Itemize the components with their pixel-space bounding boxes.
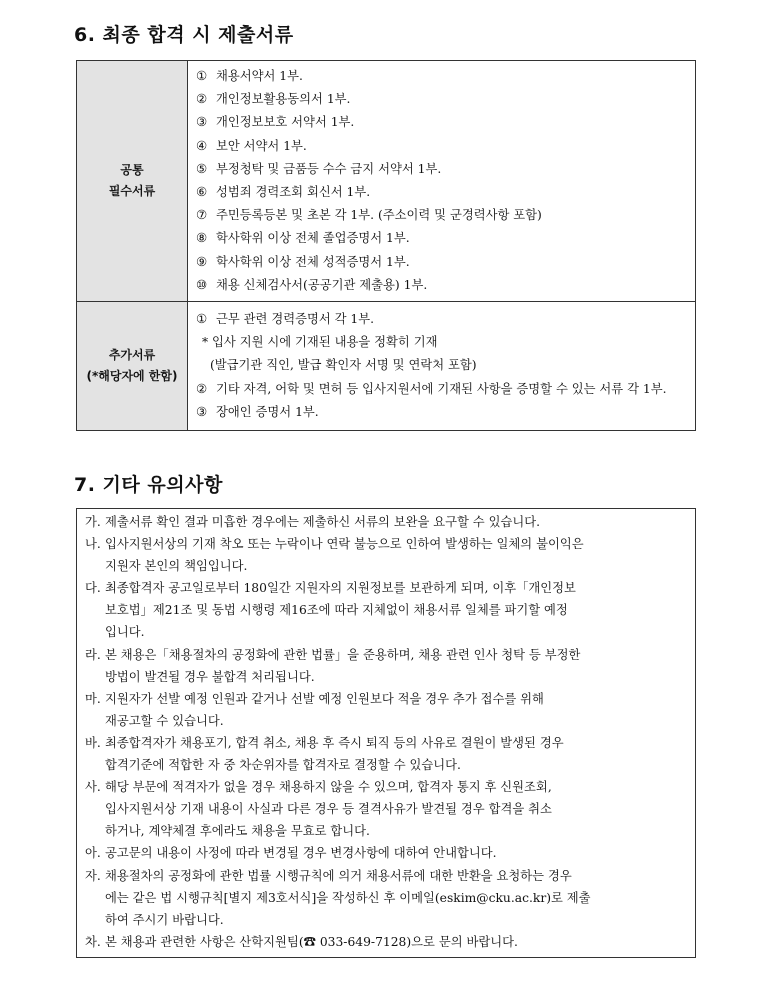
list-item: ② 기타 자격, 어학 및 면허 등 입사지원서에 기재된 사항을 증명할 수 있는 서류 각 1부.	[196, 381, 667, 396]
section-6-title: 6. 최종 합격 시 제출서류	[74, 24, 294, 46]
note-item: 마. 지원자가 선발 예정 인원과 같거나 선발 예정 인원보다 적을 경우 추가 접수를 위해	[85, 691, 544, 706]
note-item-continued: 지원자 본인의 책임입니다.	[105, 559, 248, 574]
list-item: ⑩ 채용 신체검사서(공공기관 제출용) 1부.	[196, 277, 428, 292]
list-item: ④ 보안 서약서 1부.	[196, 138, 307, 153]
section-7-title: 7. 기타 유의사항	[74, 474, 223, 496]
table-row-common	[77, 61, 696, 302]
note-item-continued: 하여 주시기 바랍니다.	[105, 912, 224, 927]
category-common-label-1: 공통	[120, 163, 144, 178]
category-extra	[77, 302, 188, 431]
list-item: ② 개인정보활용동의서 1부.	[196, 92, 351, 107]
list-item: ① 채용서약서 1부.	[196, 69, 303, 83]
table-row-extra	[77, 302, 696, 431]
list-item: ⑨ 학사학위 이상 전체 성적증명서 1부.	[196, 254, 410, 269]
category-extra-label-1: 추가서류	[108, 348, 156, 363]
common-items	[188, 61, 696, 302]
note-item: 라. 본 채용은「채용절차의 공정화에 관한 법률」을 준용하며, 채용 관련 인사 청탁 등 부정한	[85, 647, 581, 662]
note-item: 아. 공고문의 내용이 사정에 따라 변경될 경우 변경사항에 대하여 안내합니다.	[85, 846, 497, 861]
note-item: 다. 최종합격자 공고일로부터 180일간 지원자의 지원정보를 보관하게 되며, 이후「개인정보	[85, 581, 576, 596]
category-common	[77, 61, 188, 302]
note-item: 나. 입사지원서상의 기재 착오 또는 누락이나 연락 불능으로 인하여 발생하는 일체의 불이익은	[85, 537, 584, 552]
list-item: ⑦ 주민등록등본 및 초본 각 1부. (주소이력 및 군경력사항 포함)	[196, 208, 542, 223]
note-item-continued: 입사지원서상 기재 내용이 사실과 다른 경우 등 결격사유가 발견될 경우 합격을 취소	[105, 802, 552, 817]
note-item-continued: 재공고할 수 있습니다.	[105, 713, 224, 728]
note-item-continued: 방법이 발견될 경우 불합격 처리됩니다.	[105, 669, 315, 684]
note-item-continued: 합격기준에 적합한 자 중 차순위자를 합격자로 결정할 수 있습니다.	[105, 758, 461, 773]
note-item: 차. 본 채용과 관련한 사항은 산학지원팀(☎ 033-649-7128)으로 문의 바랍니다.	[85, 934, 518, 949]
required-documents-table	[76, 60, 696, 431]
list-item: ① 근무 관련 경력증명서 각 1부.	[196, 312, 375, 327]
list-item: ③ 개인정보보호 서약서 1부.	[196, 115, 355, 130]
list-item: ⑥ 성범죄 경력조회 회신서 1부.	[196, 185, 371, 200]
category-extra-label-2: (*해당자에 한함)	[86, 369, 178, 384]
notes-box	[76, 508, 696, 958]
list-item: ⑤ 부정청탁 및 금품등 수수 금지 서약서 1부.	[196, 161, 442, 176]
note-item-continued: 에는 같은 법 시행규칙[별지 제3호서식]을 작성하신 후 이메일(eskim@cku.ac.kr)로 제출	[105, 890, 591, 905]
note-item: 바. 최종합격자가 채용포기, 합격 취소, 채용 후 즉시 퇴직 등의 사유로 결원이 발생된 경우	[85, 735, 564, 750]
list-item-note: * 입사 지원 시에 기재된 내용을 정확히 기재	[202, 335, 438, 350]
category-common-label-2: 필수서류	[108, 184, 156, 199]
note-item-continued: 입니다.	[105, 625, 145, 640]
list-item-note: (발급기관 직인, 발급 확인자 서명 및 연락처 포함)	[210, 358, 477, 373]
list-item: ⑧ 학사학위 이상 전체 졸업증명서 1부.	[196, 231, 410, 246]
note-item: 사. 해당 부문에 적격자가 없을 경우 채용하지 않을 수 있으며, 합격자 통지 후 신원조회,	[85, 780, 552, 795]
extra-items	[188, 302, 696, 431]
note-item-continued: 하거나, 계약체결 후에라도 채용을 무효로 합니다.	[105, 824, 370, 839]
note-item-continued: 보호법」제21조 및 동법 시행령 제16조에 따라 지체없이 채용서류 일체를 파기할 예정	[105, 603, 568, 618]
note-item: 가. 제출서류 확인 결과 미흡한 경우에는 제출하신 서류의 보완을 요구할 수 있습니다.	[85, 515, 540, 529]
note-item: 자. 채용절차의 공정화에 관한 법률 시행규칙에 의거 채용서류에 대한 반환을 요청하는 경우	[85, 868, 572, 883]
list-item: ③ 장애인 증명서 1부.	[196, 404, 319, 419]
